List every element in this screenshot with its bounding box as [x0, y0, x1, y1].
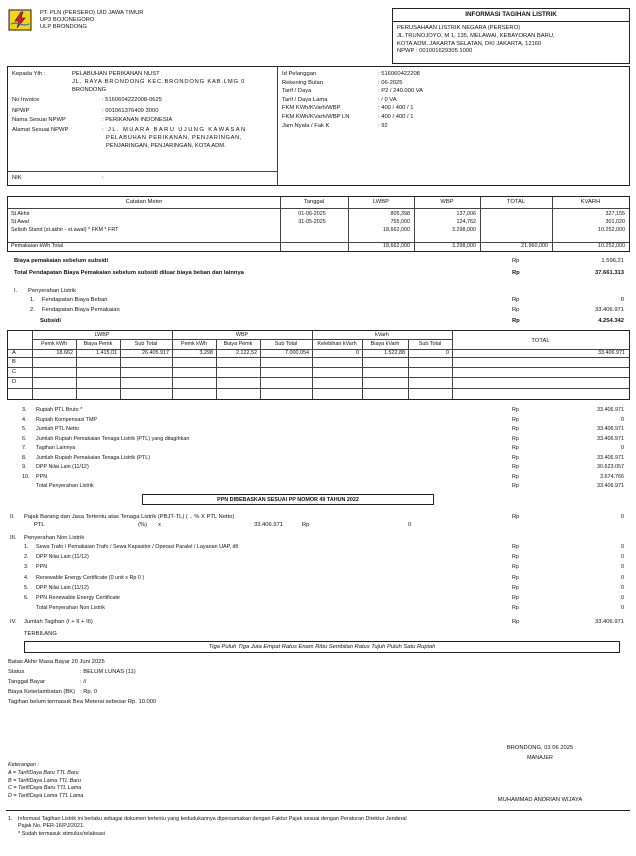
nonlistrik-label: Renewable Energy Certificate (0 unit x Rp 0 ) — [36, 574, 145, 581]
meter-cell-wbp: 3.298,000 — [452, 227, 476, 233]
company-line-2: UP3 BOJONEGORO — [40, 16, 95, 23]
nonlistrik-no: 2. — [24, 554, 29, 561]
nonlistrik-value: 0 — [621, 574, 624, 581]
pln-logo — [8, 9, 32, 31]
jumlah-roman: IV. — [10, 619, 17, 625]
detail-sub-header: Kelebihan kVarh — [317, 341, 357, 347]
rupiah-value: 33.406.971 — [597, 407, 624, 413]
penyerahan-roman: I. — [14, 288, 18, 294]
detail-sub-header: Pemk kWh — [40, 341, 68, 347]
nonlistrik-roman: III. — [10, 535, 17, 541]
signature-role: MANAJER — [527, 755, 553, 761]
meter-cell-lwbp: 755,000 — [390, 219, 410, 225]
bk-value: : Rp. 0 — [80, 689, 98, 695]
meter-header-cell: TOTAL — [506, 199, 526, 205]
biaya-l2-value: 37.661.313 — [594, 270, 624, 276]
rupiah-rp: Rp — [512, 454, 519, 461]
meter-cell-tanggal: 01-06-2025 — [298, 211, 326, 217]
penyerahan-value: 33.406.971 — [594, 307, 624, 313]
company-name — [40, 10, 144, 31]
signature-name: MUHAMMAD ANDRIAN WIJAYA — [497, 797, 583, 803]
nonlistrik-rp: Rp — [512, 564, 519, 571]
keterangan-block — [8, 762, 208, 801]
alamat-npwp-line-3: PENJARINGAN, PENJARINGAN, KOTA ADM. — [106, 143, 226, 149]
detail-cell: 7.000.054 — [285, 350, 309, 356]
meter-cell-lwbp: 18.662,000 — [383, 227, 410, 233]
penyerahan-label: Subsidi — [40, 318, 61, 324]
detail-cell: 0 — [356, 350, 359, 356]
detail-cell: 18.662 — [56, 350, 73, 356]
meter-cell-kvarh: 327,155 — [605, 211, 625, 217]
nonlistrik-no: 5. — [24, 584, 29, 591]
rupiah-rp: Rp — [512, 445, 519, 451]
nonlistrik-no: 4. — [24, 574, 29, 581]
nonlistrik-value: 0 — [621, 544, 624, 550]
meter-cell-lwbp: 805,398 — [390, 211, 410, 217]
pelanggan-value: : 400 / 400 / 1 — [378, 105, 414, 112]
pelanggan-value: : 06-2025 — [378, 79, 403, 86]
penyerahan-value: 0 — [620, 297, 624, 303]
nonlistrik-label: Total Penyerahan Non Listrik — [36, 605, 105, 612]
nonlistrik-rp: Rp — [512, 554, 519, 561]
rupiah-label: DPP Nilai Lain (11/12) — [36, 464, 89, 470]
nama-npwp-value: : PERIKANAN INDONESIA — [102, 117, 173, 123]
pelanggan-label: Jam Nyala / Fak K — [282, 122, 330, 129]
detail-row-key: A — [12, 350, 16, 356]
pbjt-pct: (%) — [138, 522, 148, 528]
meter-table — [7, 196, 630, 252]
nonlistrik-rp: Rp — [512, 605, 519, 612]
bk-label: Biaya Keterlambatan (BK) — [8, 689, 76, 695]
nonlistrik-no: 6. — [24, 595, 29, 601]
ppn-notice: PPN DIBEBASKAN SESUAI PP NOMOR 49 TAHUN 2022 — [217, 497, 359, 503]
header-addr-3: KOTA ADM. JAKARTA SELATAN, DKI JAKARTA, 12160 — [397, 40, 542, 47]
header-addr-2: JL.TRUNOJOYO, M 1, 135, MELAWAI, KEBAYORAN BARU, — [397, 32, 555, 39]
nama-npwp-label: Nama Sesuai NPWP — [12, 117, 66, 123]
nonlistrik-no: 3. — [24, 564, 29, 571]
rupiah-label: Jumlah PTL Netto — [36, 426, 79, 432]
nonlistrik-title: Penyerahan Non Listrik — [24, 535, 85, 541]
rupiah-no: 8. — [22, 454, 27, 461]
terbilang-text: Tiga Puluh Tiga Juta Empat Ratus Enam Ribu Sembilan Ratus Tujuh Puluh Satu Rupiah — [208, 644, 436, 650]
rupiah-no: 3. — [22, 407, 27, 413]
status-value: : BELUM LUNAS (11) — [80, 669, 136, 675]
npwp-label: NPWP — [12, 108, 30, 114]
rupiah-value: 33.406.971 — [597, 483, 624, 489]
nonlistrik-rp: Rp — [512, 595, 519, 601]
detail-group-kvarh: kVarh — [375, 332, 389, 338]
pbjt-label: Pajak Barang dan Jasa Tertentu atas Tenaga Listrik (PBJT-TL) ( .. % X PTL Netto) — [24, 514, 235, 520]
status-label: Status — [8, 669, 25, 675]
meter-row-label: St Awal — [11, 219, 29, 225]
rupiah-value: 0 — [621, 445, 624, 451]
nonlistrik-rp: Rp — [512, 584, 519, 591]
pbjt-ptl: PTL — [34, 522, 45, 528]
nonlistrik-label: DPP Nilai Lain (11/12) — [36, 554, 89, 561]
tanggal-bayar-label: Tanggal Bayar — [8, 679, 46, 685]
kepada-value: PELABUHAN PERIKANAN NUST — [72, 71, 160, 77]
footnote-no: 1. — [8, 816, 13, 822]
nonlistrik-rp: Rp — [512, 574, 519, 581]
keterangan-title: Keterangan : — [8, 762, 39, 768]
biaya-sebelum-subsidi-label: Biaya pemakaian sebelum subsidi — [14, 258, 109, 264]
meter-cell-wbp: 124,762 — [456, 219, 476, 225]
footnote-line-1: Informasi Tagihan Listrik ini berlaku sebagai dokumen tertentu yang kedudukannya dipersamakan dengan Faktur Pajak sesuai dengan Peraturan Direktur Jenderal — [18, 816, 407, 822]
detail-cell: 26.405.917 — [142, 350, 169, 356]
penyerahan-label: Fendapatan Biaya Pemakaian — [42, 307, 120, 313]
detail-sub-header: Biaya kVarh — [370, 341, 400, 347]
pelanggan-label: Id Pelanggan — [282, 71, 317, 77]
signature-place-date: BRONDONG, 03 06 2025 — [506, 745, 574, 751]
jumlah-label: Jumlah Tagihan (I + II + III) — [24, 619, 93, 625]
rupiah-label: Jumlah Rupiah Pemakaian Tenaga Listrik (PTL) yang ditagihkan — [36, 435, 190, 442]
biaya-l1-value: 1.596,21 — [601, 258, 624, 264]
detail-row-key: D — [12, 379, 17, 385]
tanggal-bayar-value: : // — [80, 679, 87, 685]
meter-header-cell: KVARH — [580, 199, 601, 205]
address-line-1: JL. RAYA BRONDONG KEC.BRONDONG KAB.LMG 0 — [72, 79, 246, 85]
detail-sub-header: Biaya Pemk — [83, 341, 113, 347]
pbjt-sub-zero: 0 — [408, 522, 412, 528]
terbilang-label: TERBILANG — [24, 631, 57, 637]
rupiah-rp: Rp — [512, 407, 519, 413]
meter-header-cell: WBP — [440, 199, 454, 205]
biaya-l2-rp: Rp — [512, 270, 520, 276]
meter-row-label: St Akhir — [11, 211, 30, 217]
alamat-npwp-line-2: PELABUHAN PERIKANAN, PENJARINGAN, — [106, 135, 243, 141]
pelanggan-label: Rekening Bulan — [282, 79, 323, 86]
detail-cell: 1.522,88 — [384, 350, 405, 356]
nik-value: : — [102, 175, 104, 181]
rupiah-no: 6. — [22, 435, 27, 442]
meter-header-cell: LWBP — [373, 199, 389, 205]
nonlistrik-label: PPN — [36, 564, 48, 571]
rupiah-rp: Rp — [512, 435, 519, 442]
pbjt-x: x — [158, 522, 161, 528]
meter-row-label: Selisih Stand (st.akhir - st.awal) * FKM * FRT — [11, 227, 119, 233]
detail-total-header: TOTAL — [531, 338, 550, 344]
company-line-1: PT. PLN (PERSERO) UID JAWA TIMUR — [40, 10, 144, 16]
detail-cell: 0 — [446, 350, 449, 356]
rupiah-rp: Rp — [512, 483, 519, 489]
rupiah-rp: Rp — [512, 416, 519, 423]
detail-cell: 1.415,01 — [96, 350, 117, 356]
rupiah-no: 10. — [22, 473, 30, 480]
rupiah-label: Rupiah PTL Bruto * — [36, 407, 83, 413]
rupiah-value: 33.406.971 — [597, 454, 624, 461]
pbjt-sub-rp: Rp — [302, 522, 310, 528]
alamat-npwp-line-1: : JL. MUARA BARU UJUNG KAWASAN — [102, 127, 247, 133]
meter-cell-kvarh: 10.252,000 — [598, 243, 625, 249]
rupiah-value: 30.623.057 — [597, 464, 624, 470]
nonlistrik-value: 0 — [621, 564, 624, 571]
penyerahan-no: 2. — [30, 307, 35, 313]
detail-sub-header: Sub Total — [134, 341, 158, 347]
penyerahan-rp: Rp — [512, 307, 520, 313]
pelanggan-value: : 92 — [378, 122, 388, 129]
meter-cell-wbp: 137,006 — [456, 211, 476, 217]
detail-cell: 2.122,52 — [236, 350, 257, 356]
pelanggan-label: FKM KWh/KVarh/WBP — [282, 105, 341, 112]
meter-row-label: Pemakaian kWh Total — [11, 243, 64, 249]
meter-cell-wbp: 3.298,000 — [452, 243, 476, 249]
rupiah-no: 5. — [22, 426, 27, 432]
detail-sub-header: Sub Total — [274, 341, 298, 347]
keterangan-item: C = Tarif/Daya Baru TTL Lama — [8, 785, 82, 792]
footnote-line-2: Pajak No. PER-16/PJ/2021. — [18, 823, 85, 830]
nonlistrik-label: PPN Renewable Energy Certificate — [36, 595, 120, 601]
detail-group-lwbp: LWBP — [94, 332, 110, 338]
penyerahan-no: 1. — [30, 297, 35, 303]
rupiah-label: Jumlah Rupiah Pemakaian Tenaga Listrik (PTL) — [36, 454, 151, 461]
pelanggan-value: : / 0 VA — [378, 96, 397, 103]
footer-divider — [6, 810, 630, 811]
meter-cell-kvarh: 10.252,000 — [598, 227, 625, 233]
address-line-2: BRONDONG — [72, 87, 107, 93]
detail-group-wbp: WBP — [235, 332, 249, 338]
terbilang-box — [24, 641, 620, 653]
nonlistrik-no: 1. — [24, 544, 29, 550]
header-npwp: NPWP : 001001629305 1000 — [397, 48, 473, 55]
nonlistrik-value: 0 — [621, 554, 624, 561]
nik-label: NIK — [12, 175, 22, 181]
keterangan-item: B = Tarif/Daya Lama TTL Baru — [8, 777, 81, 784]
footnote-line-3: * Sudah termasuk stimulus/relaksasi — [18, 830, 105, 837]
rupiah-no: 9. — [22, 464, 27, 470]
pln-logo-icon — [8, 9, 32, 31]
pbjt-rp: Rp — [512, 514, 520, 520]
rupiah-label: Rupiah Kompensasi TMP — [36, 416, 98, 423]
rupiah-label: Total Penyerahan Listrik — [36, 483, 94, 489]
jumlah-rp: Rp — [512, 619, 520, 625]
detail-sub-header: Sub Total — [418, 341, 442, 347]
detail-sub-header: Pemk kWh — [180, 341, 208, 347]
nonlistrik-rp: Rp — [512, 544, 519, 550]
penyerahan-rp: Rp — [512, 297, 520, 303]
nonlistrik-label: DPP Nilai Lain (11/12) — [36, 584, 89, 591]
rupiah-label: PPN — [36, 473, 48, 480]
customer-box — [7, 66, 630, 186]
pbjt-roman: II. — [10, 514, 15, 520]
header-title: INFORMASI TAGIHAN LISTRIK — [393, 11, 629, 22]
rupiah-rp: Rp — [512, 473, 519, 480]
rupiah-value: 3.674.766 — [600, 473, 624, 480]
nonlistrik-value: 0 — [621, 595, 624, 601]
pelanggan-value: : 516060422208 — [378, 71, 420, 77]
meterai-note: Tagihan belum termasuk Bea Meterai sebesar Rp. 10.000 — [8, 699, 157, 705]
pelanggan-label: Tarif / Daya — [282, 88, 312, 95]
rupiah-label: Tagihan Lainnya — [36, 445, 76, 451]
company-line-3: ULP BRONDONG — [40, 23, 87, 30]
rupiah-rp: Rp — [512, 464, 519, 470]
rupiah-no: 4. — [22, 416, 27, 423]
detail-cell: 3.298 — [199, 350, 213, 356]
penyerahan-rp: Rp — [512, 318, 520, 324]
ppn-notice-box — [142, 494, 434, 505]
pelanggan-value: : P2 / 240.000 VA — [378, 88, 424, 95]
rupiah-no: 7. — [22, 445, 27, 451]
meter-cell-tanggal: 31-05-2025 — [298, 219, 326, 225]
meter-cell-kvarh: 301,020 — [605, 219, 625, 225]
nonlistrik-value: 0 — [621, 605, 624, 612]
penyerahan-value: 4.254.342 — [598, 318, 624, 324]
meter-cell-total: 21.960,000 — [521, 243, 548, 249]
pelanggan-label: FKM KWh/KVarh/WBP LN — [282, 114, 350, 120]
meter-header-cell: Catatan Meter — [125, 199, 163, 205]
footnote — [8, 816, 628, 838]
detail-sub-header: Biaya Pemk — [223, 341, 253, 347]
detail-row-key: B — [12, 359, 16, 365]
total-pendapatan-label: Total Pendapatan Biaya Pemakaian sebelum subsidi diluar biaya beban dan lainnya — [14, 270, 244, 276]
penyerahan-label: Fendapatan Biaya Beban — [42, 297, 108, 303]
detail-table — [7, 330, 630, 400]
keterangan-item: D = Tarif/Daya Lama TTL Lama — [8, 793, 84, 800]
pelanggan-value: : 400 / 400 / 1 — [378, 114, 414, 120]
invoice-label: No Invoice — [12, 97, 40, 103]
kepada-label: Kepada Yth : — [12, 71, 46, 77]
nonlistrik-label: Sewa Trafo / Pemakaian Trafo / Sewa Kapasitor / Operasi Paralel / Layanan UAP, dll — [36, 544, 238, 550]
rupiah-rp: Rp — [512, 426, 519, 432]
meter-header-cell: Tanggal — [303, 199, 325, 205]
biaya-l1-rp: Rp — [512, 258, 520, 264]
biaya-sebelum-subsidi — [14, 258, 108, 265]
header-info-box — [392, 8, 630, 64]
nonlistrik-value: 0 — [621, 584, 624, 591]
meter-cell-lwbp: 18.662,000 — [383, 243, 410, 249]
jumlah-value: 33.406.971 — [594, 619, 624, 625]
penyerahan-title: Penyerahan Listrik — [28, 288, 77, 294]
pbjt-amount: 33.406.971 — [254, 522, 284, 528]
pbjt-value: 0 — [620, 514, 624, 520]
batas-akhir: Batas Akhir Masa Bayar 20 Juni 2025 — [8, 659, 105, 665]
keterangan-item: A = Tarif/Daya Baru TTL Baru — [8, 769, 79, 776]
rupiah-value: 0 — [621, 416, 624, 423]
rupiah-value: 33.406.971 — [597, 426, 624, 432]
pelanggan-label: Tarif / Daya Lama — [282, 96, 328, 103]
invoice-value: : 5160604222008-0625 — [102, 97, 162, 103]
alamat-npwp-label: Alamat Sesuai NPWP — [12, 127, 69, 133]
header-addr-1: PERUSAHAAN LISTRIK NEGARA (PERSERO) — [397, 25, 521, 31]
rupiah-value: 33.406.971 — [597, 435, 624, 442]
npwp-value: : 001061376409 3000 — [102, 108, 159, 114]
detail-row-key: C — [12, 369, 17, 375]
detail-row-total: 33.406.971 — [598, 350, 625, 356]
